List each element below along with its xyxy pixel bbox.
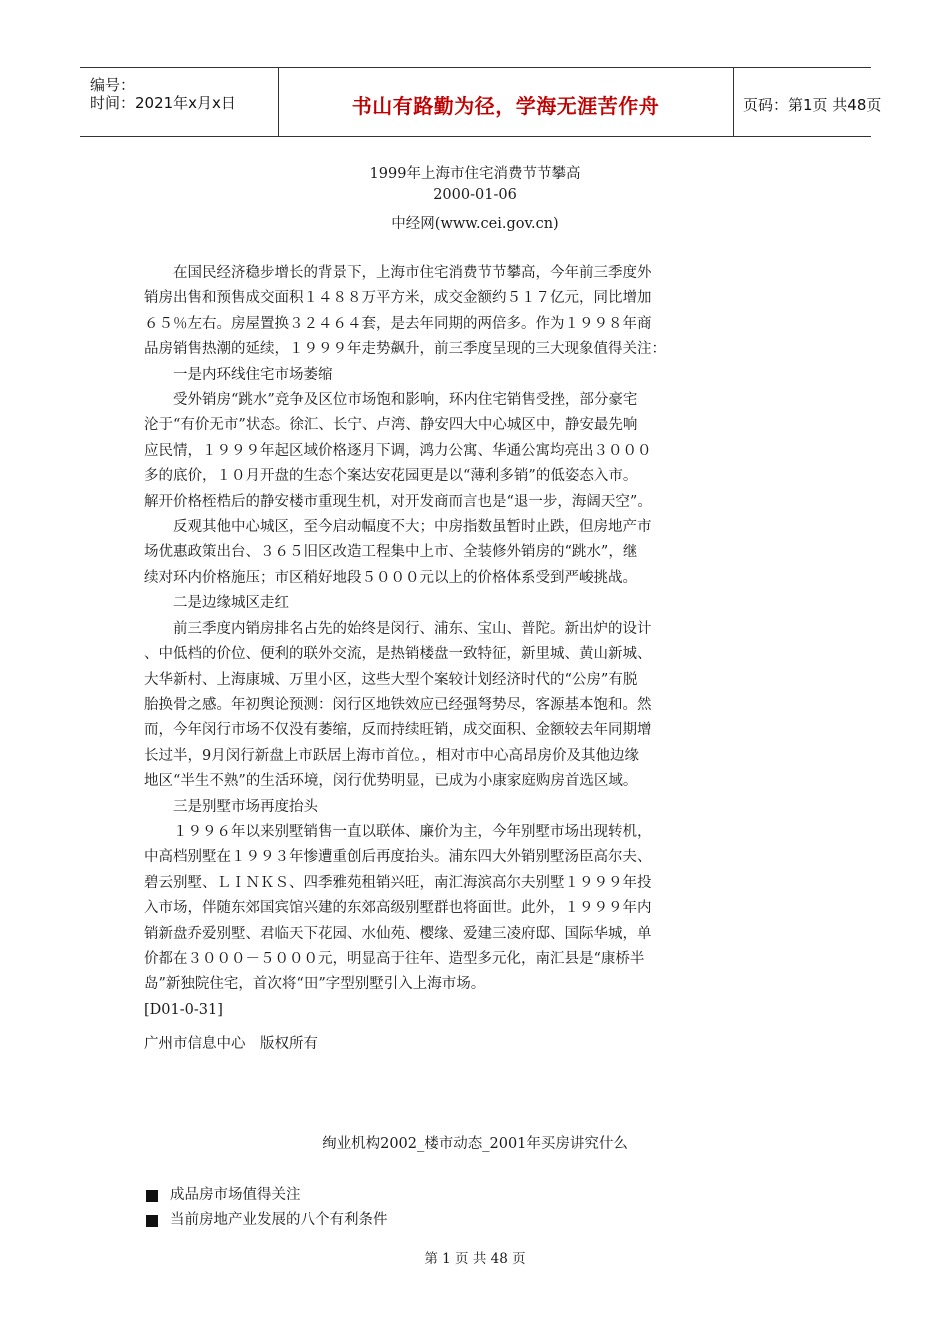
copyright: 广州市信息中心 版权所有 — [144, 1036, 318, 1052]
paragraph-line: 多的底价，１０月开盘的生态个案达安花园更是以“薄利多销”的低姿态入市。 — [144, 468, 638, 485]
paragraph-line: 长过半，9月闵行新盘上市跃居上海市首位。，相对市中心高昂房价及其他边缘 — [144, 747, 639, 764]
paragraph-line: 岛”新独院住宅，首次将“田”字型别墅引入上海市场。 — [144, 976, 486, 993]
paragraph-line: [D01-0-31] — [144, 1001, 223, 1018]
related-item-label: 成品房市场值得关注 — [170, 1187, 301, 1203]
paragraph-line: 反观其他中心城区，至今启动幅度不大；中房指数虽暂时止跌，但房地产市 — [173, 519, 652, 536]
motto: 书山有路勤为径，学海无涯苦作舟 — [351, 94, 660, 118]
paragraph-line: 前三季度内销房排名占先的始终是闵行、浦东、宝山、普陀。新出炉的设计 — [173, 620, 652, 637]
paragraph-line: 、中低档的价位、便利的联外交流，是热销楼盘一致特征，新里城、黄山新城、 — [144, 646, 652, 663]
paragraph-line: ６５％左右。房屋置换３２４６４套，是去年同期的两倍多。作为１９９８年商 — [144, 315, 652, 332]
related-list — [144, 1183, 388, 1233]
paragraph-line: 销房出售和预售成交面积１４８８万平方米，成交金额约５１７亿元，同比增加 — [144, 290, 652, 307]
paragraph-line: 价都在３０００－５０００元，明显高于往年、造型多元化，南汇县是“康桥半 — [144, 950, 645, 967]
paragraph-line: 入市场，伴随东郊国宾馆兴建的东郊高级别墅群也将面世。此外，１９９９年内 — [144, 900, 652, 917]
related-item[interactable] — [144, 1208, 388, 1233]
paragraph-line: 沦于“有价无市”状态。徐汇、长宁、卢湾、静安四大中心城区中，静安最先响 — [144, 417, 638, 434]
related-item-label: 当前房地产业发展的八个有利条件 — [170, 1212, 388, 1228]
paragraph-line: 大华新村、上海康城、万里小区，这些大型个案较计划经济时代的“公房”有脱 — [144, 671, 638, 688]
related-item[interactable] — [144, 1183, 388, 1208]
date-line: 时间：2021年x月x日 — [90, 94, 236, 112]
bullet-square-icon — [146, 1190, 158, 1202]
paragraph-line: 而，今年闵行市场不仅没有萎缩，反而持续旺销，成交面积、金额较去年同期增 — [144, 722, 652, 739]
paragraph-line: 碧云别墅、ＬＩＮＫＳ、四季雅苑租销兴旺，南汇海滨高尔夫别墅１９９９年投 — [144, 874, 652, 891]
page-header — [80, 67, 882, 137]
paragraph-line: 三是别墅市场再度抬头 — [173, 798, 318, 815]
paragraph-line: 地区“半生不熟”的生活环境，闵行优势明显，已成为小康家庭购房首选区域。 — [144, 773, 638, 790]
paragraph-line: 二是边缘城区走红 — [173, 595, 289, 612]
paragraph-line: 一是内环线住宅市场萎缩 — [173, 366, 333, 383]
page-info: 页码：第1页 共48页 — [743, 96, 882, 114]
paragraph-line: 续对环内价格施压；市区稍好地段５０００元以上的价格体系受到严峻挑战。 — [144, 569, 637, 586]
header-meta — [80, 68, 279, 136]
paragraph-line: 解开价格桎梏后的静安楼市重现生机，对开发商而言也是“退一步，海阔天空”。 — [144, 493, 652, 510]
article-date: 2000-01-06 — [433, 187, 517, 203]
article-title: 1999年上海市住宅消费节节攀高 — [369, 166, 581, 182]
header-motto-cell — [278, 68, 734, 136]
paragraph-line: 销新盘乔爱别墅、君临天下花园、水仙苑、樱缘、爱建三凌府邸、国际华城，单 — [144, 925, 652, 942]
paragraph-line: 品房销售热潮的延续，１９９９年走势飙升，前三季度呈现的三大现象值得关注： — [144, 341, 666, 358]
article-body — [144, 261, 744, 1023]
related-title: 绚业机构2002_楼市动态_2001年买房讲究什么 — [322, 1136, 628, 1152]
paragraph-line: 受外销房“跳水”竞争及区位市场饱和影响，环内住宅销售受挫，部分豪宅 — [173, 392, 638, 409]
paragraph-line: 中高档别墅在１９９３年惨遭重创后再度抬头。浦东四大外销别墅汤臣高尔夫、 — [144, 849, 652, 866]
page-footer: 第 1 页 共 48 页 — [424, 1251, 526, 1267]
paragraph-line: 在国民经济稳步增长的背景下，上海市住宅消费节节攀高，今年前三季度外 — [173, 265, 652, 281]
paragraph-line: 应民情，１９９９年起区域价格逐月下调，鸿力公寓、华通公寓均亮出３０００ — [144, 442, 652, 459]
paragraph-line: 胎换骨之感。年初舆论预测：闵行区地铁效应已经强弩势尽，客源基本饱和。然 — [144, 696, 652, 713]
article-source: 中经网(www.cei.gov.cn) — [391, 216, 559, 232]
number-label: 编号： — [90, 76, 136, 94]
bullet-square-icon — [146, 1215, 158, 1227]
header-page-cell — [733, 68, 882, 136]
paragraph-line: １９９６年以来别墅销售一直以联体、廉价为主，今年别墅市场出现转机， — [173, 823, 652, 840]
paragraph-line: 场优惠政策出台、３６５旧区改造工程集中上市、全装修外销房的“跳水”，继 — [144, 544, 638, 561]
